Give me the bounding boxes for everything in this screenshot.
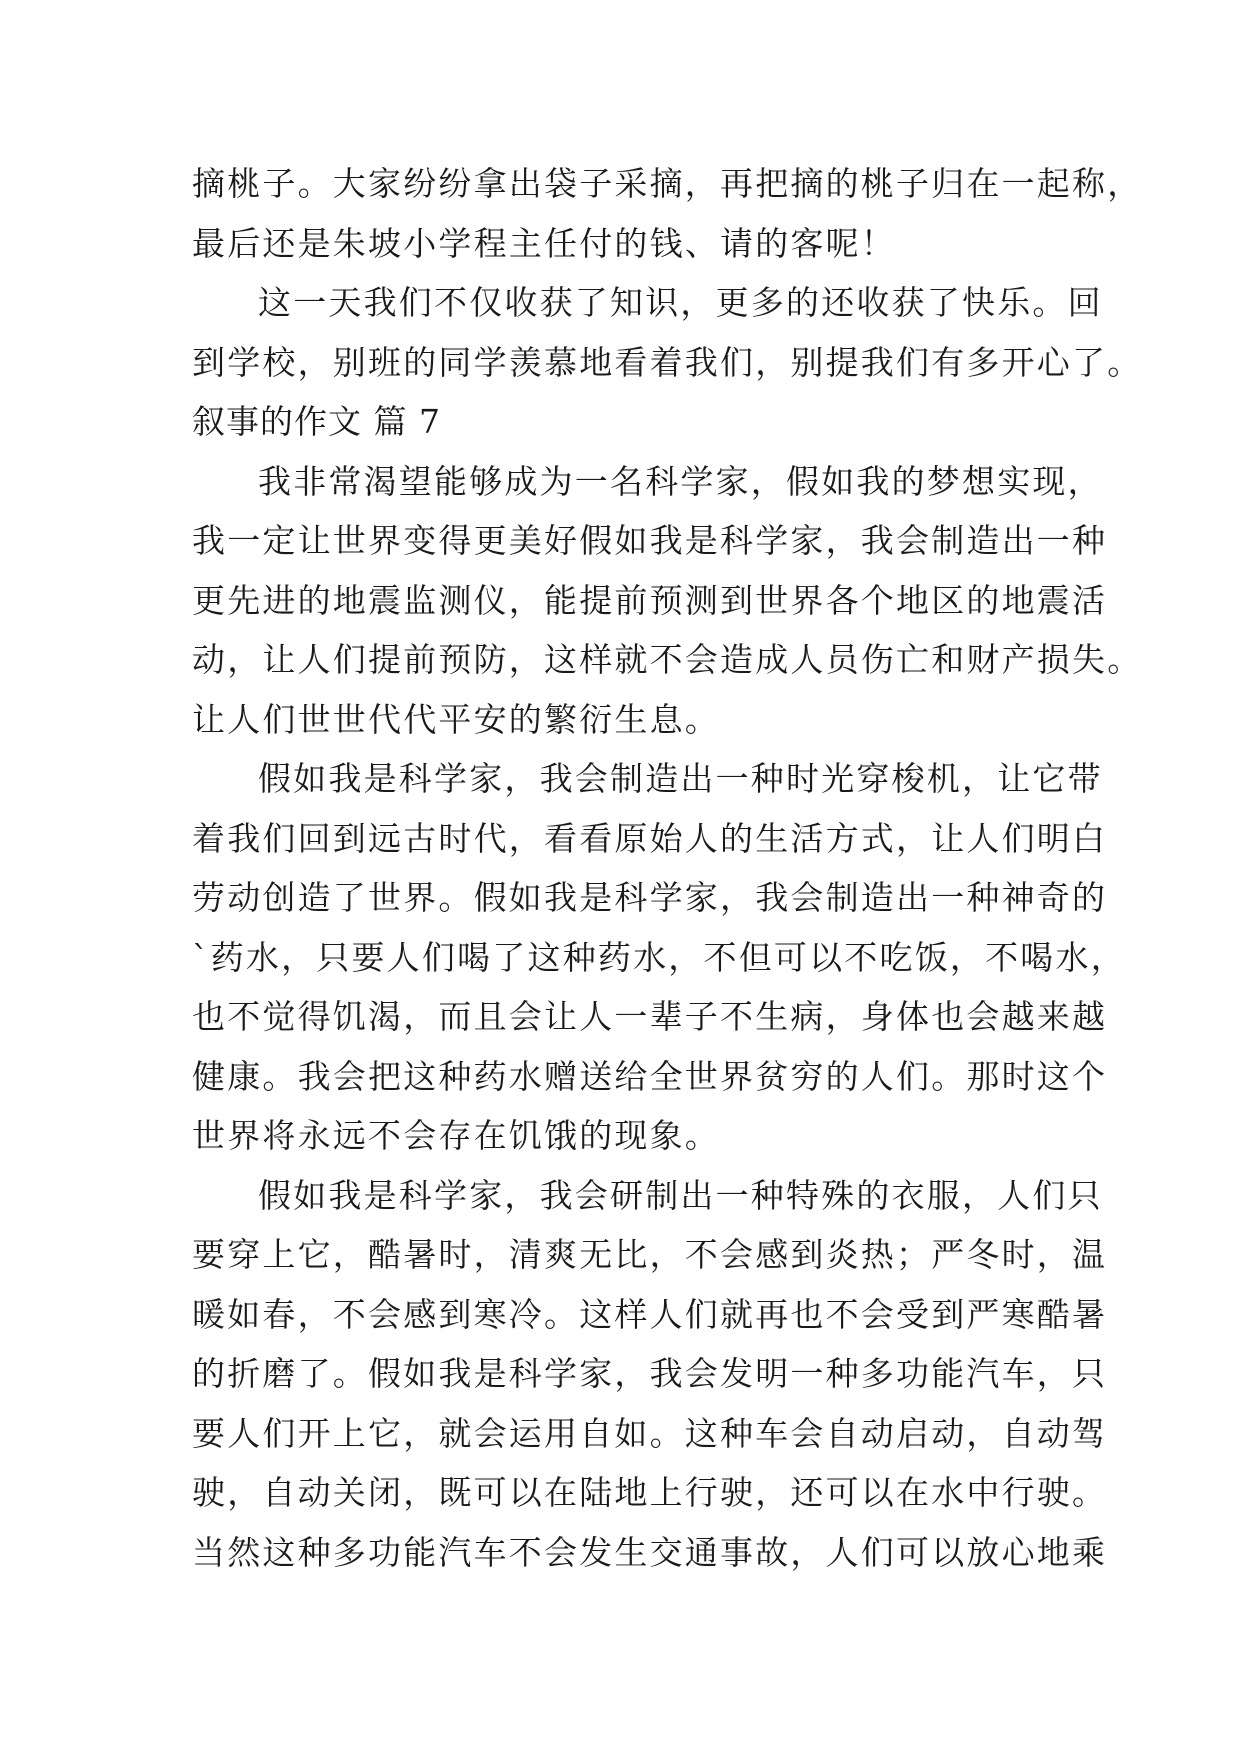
paragraph-5-line-4: 的折磨了。假如我是科学家，我会发明一种多功能汽车，只 [192, 1354, 1108, 1393]
paragraph-5-line-6: 驶，自动关闭，既可以在陆地上行驶，还可以在水中行驶。 [192, 1473, 1108, 1512]
paragraph-2-line-1: 这一天我们不仅收获了知识，更多的还收获了快乐。回 [258, 283, 1103, 322]
paragraph-4-line-6: 健康。我会把这种药水赠送给全世界贫穷的人们。那时这个 [192, 1056, 1108, 1096]
paragraph-3-line-4: 动，让人们提前预防，这样就不会造成人员伤亡和财产损失。 [192, 640, 1143, 679]
section-heading: 叙事的作文 篇 7 [192, 402, 441, 441]
paragraph-3-line-5: 让人们世世代代平安的繁衍生息。 [192, 699, 720, 739]
paragraph-5-line-7: 当然这种多功能汽车不会发生交通事故，人们可以放心地乘 [192, 1532, 1108, 1572]
paragraph-1-line-1: 摘桃子。大家纷纷拿出袋子采摘，再把摘的桃子归在一起称， [192, 164, 1143, 203]
paragraph-1-line-2: 最后还是朱坡小学程主任付的钱、请的客呢！ [192, 223, 896, 263]
paragraph-4-line-3: 劳动创造了世界。假如我是科学家，我会制造出一种神奇的 [192, 878, 1108, 917]
paragraph-5-line-5: 要人们开上它，就会运用自如。这种车会自动启动，自动驾 [192, 1413, 1108, 1453]
paragraph-5-line-1: 假如我是科学家，我会研制出一种特殊的衣服，人们只 [258, 1175, 1103, 1215]
paragraph-3-line-2: 我一定让世界变得更美好假如我是科学家，我会制造出一种 [192, 521, 1108, 560]
paragraph-3-line-3: 更先进的地震监测仪，能提前预测到世界各个地区的地震活 [192, 580, 1108, 620]
paragraph-4-line-4: `药水，只要人们喝了这种药水，不但可以不吃饭，不喝水， [192, 937, 1126, 977]
paragraph-5-line-2: 要穿上它，酷暑时，清爽无比，不会感到炎热；严冬时，温 [192, 1235, 1108, 1274]
paragraph-4-line-5: 也不觉得饥渴，而且会让人一辈子不生病，身体也会越来越 [192, 997, 1108, 1036]
paragraph-5-line-3: 暖如春，不会感到寒冷。这样人们就再也不会受到严寒酷暑 [192, 1294, 1108, 1334]
document-body [192, 154, 1143, 1582]
paragraph-4-line-1: 假如我是科学家，我会制造出一种时光穿梭机，让它带 [258, 759, 1103, 798]
paragraph-4-line-2: 着我们回到远古时代，看看原始人的生活方式，让人们明白 [192, 818, 1108, 858]
paragraph-4-line-7: 世界将永远不会存在饥饿的现象。 [192, 1116, 720, 1155]
paragraph-2-line-2: 到学校，别班的同学羡慕地看着我们，别提我们有多开心了。 [192, 342, 1143, 382]
paragraph-3-line-1: 我非常渴望能够成为一名科学家，假如我的梦想实现， [258, 461, 1103, 501]
